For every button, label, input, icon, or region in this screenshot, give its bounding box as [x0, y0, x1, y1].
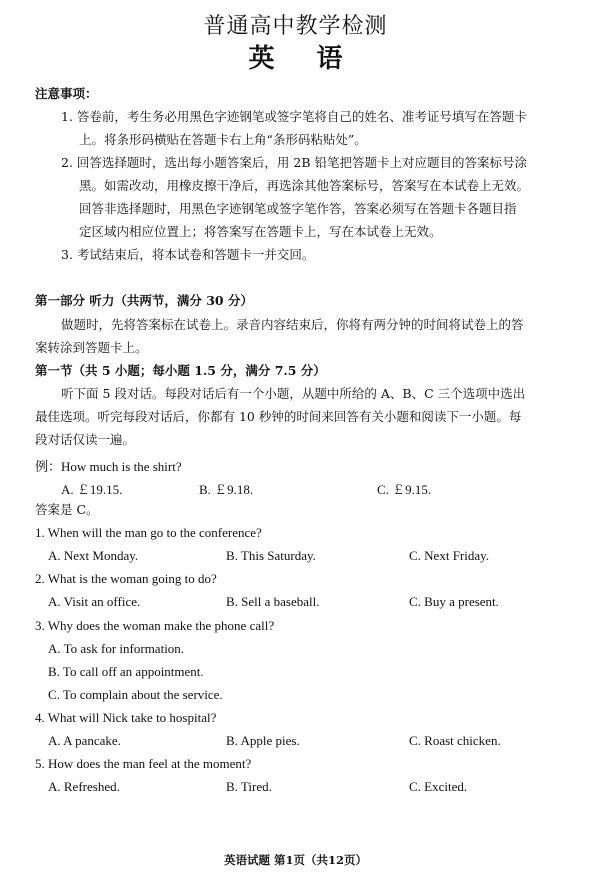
question-1: 1. When will the man go to the conference? — [35, 525, 262, 540]
example-option-c: C. ￡9.15. — [377, 482, 432, 497]
question-4-option-b: B. Apple pies. — [226, 733, 300, 748]
question-3-option-c: C. To complain about the service. — [48, 687, 223, 702]
question-1-option-a: A. Next Monday. — [48, 548, 139, 563]
notice-item2-line2: 黑。如需改动，用橡皮擦干净后，再选涂其他答案标号，答案写在本试卷上无效。 — [79, 178, 530, 193]
notice-item1-line2: 上。将条形码横贴在答题卡右上角“条形码粘贴处”。 — [79, 132, 367, 147]
question-3-option-a: A. To ask for information. — [48, 641, 185, 656]
subject-title — [0, 38, 591, 75]
notice-item2-line4: 定区域内相应位置上；将答案写在答题卡上，写在本试卷上无效。 — [79, 224, 442, 239]
question-2-option-c: C. Buy a present. — [409, 594, 499, 609]
question-3-option-b: B. To call off an appointment. — [48, 664, 204, 679]
example-option-a: A. ￡19.15. — [61, 482, 123, 497]
example-question: 例：How much is the shirt? — [35, 459, 182, 474]
section1-intro-line3: 段对话仅读一遍。 — [35, 432, 136, 447]
exam-title: 普通高中教学检测 — [203, 14, 388, 39]
notice-item1-line1: 1. 答卷前，考生务必用黑色字迹钢笔或签字笔将自己的姓名、准考证号填写在答题卡 — [61, 109, 527, 124]
subject-char-2: 语 — [316, 44, 343, 74]
notice-item2-line3: 回答非选择题时，用黑色字迹钢笔或签字笔作答，答案必须写在答题卡各题目指 — [79, 201, 517, 216]
notice-heading: 注意事项： — [35, 86, 98, 101]
part1-intro-line2: 案转涂到答题卡上。 — [35, 340, 148, 355]
question-2-option-a: A. Visit an office. — [48, 594, 141, 609]
subject-char-1: 英 — [248, 44, 275, 74]
example-answer: 答案是 C。 — [35, 502, 99, 517]
section1-intro-line2: 最佳选项。听完每段对话后，你都有 10 秒钟的时间来回答有关小题和阅读下一小题。每 — [35, 409, 522, 424]
question-5-option-a: A. Refreshed. — [48, 779, 120, 794]
section1-heading: 第一节（共 5 小题；每小题 1.5 分，满分 7.5 分） — [35, 363, 326, 378]
page-footer: 英语试题 第1页（共12页） — [223, 853, 367, 867]
part1-intro-line1: 做题时，先将答案标在试卷上。录音内容结束后，你将有两分钟的时间将试卷上的答 — [61, 317, 524, 332]
question-4-option-a: A. A pancake. — [48, 733, 121, 748]
question-5-option-c: C. Excited. — [409, 779, 468, 794]
example-option-b: B. ￡9.18. — [199, 482, 254, 497]
question-4-option-c: C. Roast chicken. — [409, 733, 501, 748]
question-2: 2. What is the woman going to do? — [35, 571, 217, 586]
question-1-option-b: B. This Saturday. — [226, 548, 316, 563]
notice-item3: 3. 考试结束后，将本试卷和答题卡一并交回。 — [61, 247, 315, 262]
question-2-option-b: B. Sell a baseball. — [226, 594, 320, 609]
part1-heading: 第一部分 听力（共两节，满分 30 分） — [35, 293, 253, 308]
question-5-option-b: B. Tired. — [226, 779, 272, 794]
question-1-option-c: C. Next Friday. — [409, 548, 490, 563]
question-3: 3. Why does the woman make the phone call? — [35, 618, 275, 633]
notice-item2-line1: 2. 回答选择题时，选出每小题答案后，用 2B 铅笔把答题卡上对应题目的答案标号涂 — [61, 155, 527, 170]
question-5: 5. How does the man feel at the moment? — [35, 756, 252, 771]
section1-intro-line1: 听下面 5 段对话。每段对话后有一个小题，从题中所给的 A、B、C 三个选项中选出 — [61, 386, 526, 401]
question-4: 4. What will Nick take to hospital? — [35, 710, 217, 725]
